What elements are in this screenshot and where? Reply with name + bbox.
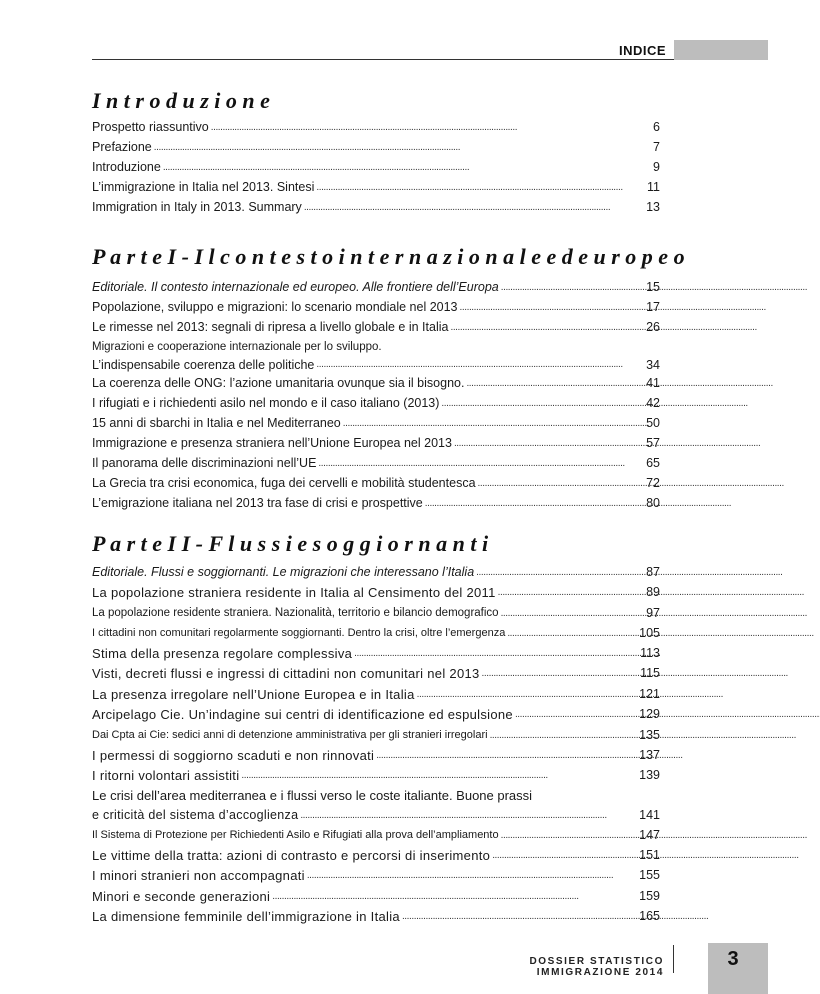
page-number: 3 bbox=[727, 948, 739, 970]
toc-entry[interactable] bbox=[92, 745, 662, 766]
entry-title: Il Sistema di Protezione per Richiedenti Asilo e Rifugiati alla prova dell’ampliamento bbox=[92, 828, 499, 841]
entry-title: I rifugiati e i richiedenti asilo nel mondo e il caso italiano (2013) bbox=[92, 396, 440, 410]
entry-title: Immigration in Italy in 2013. Summary bbox=[92, 200, 302, 214]
entry-page: 72 bbox=[646, 476, 660, 490]
toc-entry[interactable] bbox=[92, 825, 662, 845]
entry-title: 15 anni di sbarchi in Italia e nel Mediterraneo bbox=[92, 416, 341, 430]
entry-page: 151 bbox=[639, 847, 660, 862]
toc-entry[interactable] bbox=[92, 643, 662, 664]
leader-dots bbox=[316, 355, 662, 373]
entry-title: La dimensione femminile dell’immigrazione in Italia bbox=[92, 909, 400, 924]
toc-entry[interactable] bbox=[92, 493, 662, 513]
entry-title: Dai Cpta ai Cie: sedici anni di detenzione amministrativa per gli stranieri irregolari bbox=[92, 728, 488, 741]
leader-dots bbox=[454, 433, 759, 453]
entry-page: 6 bbox=[653, 120, 660, 134]
entry-page: 57 bbox=[646, 436, 660, 450]
entry-title: I permessi di soggiorno scaduti e non rinnovati bbox=[92, 747, 375, 763]
header-gray-block bbox=[674, 40, 768, 60]
entry-title: Stima della presenza regolare complessiva bbox=[92, 645, 353, 661]
entry-page: 80 bbox=[646, 496, 660, 510]
leader-dots bbox=[304, 197, 662, 217]
entry-title: Visti, decreti flussi e ingressi di cittadini non comunitari nel 2013 bbox=[92, 666, 480, 681]
entry-page: 141 bbox=[639, 807, 660, 822]
entry-page: 155 bbox=[639, 868, 660, 882]
entry-title-line1: Le crisi dell’area mediterranea e i flussi verso le coste italiante. Buone prassi bbox=[92, 787, 533, 803]
entry-title: Arcipelago Cie. Un’indagine sui centri di identificazione ed espulsione bbox=[92, 707, 513, 722]
toc-entry[interactable] bbox=[92, 393, 662, 413]
toc-parte-1 bbox=[92, 277, 662, 513]
toc-entry[interactable] bbox=[92, 704, 662, 725]
toc-parte-2 bbox=[92, 562, 662, 927]
entry-title: Introduzione bbox=[92, 160, 161, 174]
toc-entry[interactable] bbox=[92, 663, 662, 684]
toc-entry[interactable] bbox=[92, 562, 662, 582]
entry-title: Le rimesse nel 2013: segnali di ripresa a livello globale e in Italia bbox=[92, 320, 449, 334]
entry-title: L’emigrazione italiana nel 2013 tra fase di crisi e prospettive bbox=[92, 496, 423, 510]
toc-entry[interactable] bbox=[92, 157, 662, 177]
toc-entry[interactable] bbox=[92, 623, 662, 643]
section-title-parte-2: P a r t e I I - F l u s s i e s o g g i o r n a n t i bbox=[92, 531, 489, 556]
leader-dots bbox=[425, 493, 730, 513]
entry-page: 9 bbox=[653, 160, 660, 174]
toc-entry[interactable] bbox=[92, 786, 662, 825]
toc-entry[interactable] bbox=[92, 197, 662, 217]
leader-dots bbox=[316, 177, 662, 197]
entry-page: 34 bbox=[646, 358, 660, 372]
toc-entry[interactable] bbox=[92, 137, 662, 157]
entry-page: 113 bbox=[640, 645, 660, 660]
entry-title: L’indispensabile coerenza delle politiche bbox=[92, 358, 315, 372]
entry-page: 50 bbox=[646, 416, 660, 430]
entry-page: 147 bbox=[639, 827, 660, 842]
toc-entry[interactable] bbox=[92, 725, 662, 745]
entry-title: Editoriale. Il contesto internazionale ed europeo. Alle frontiere dell’Europa bbox=[92, 280, 499, 294]
entry-page: 121 bbox=[639, 686, 660, 701]
entry-title: I cittadini non comunitari regolarmente soggiornanti. Dentro la crisi, oltre l’emergenza bbox=[92, 626, 506, 639]
entry-title: e criticità del sistema d’accoglienza bbox=[92, 807, 299, 822]
entry-title: La popolazione straniera residente in Italia al Censimento del 2011 bbox=[92, 585, 496, 600]
toc-entry[interactable] bbox=[92, 177, 662, 197]
entry-title-line1: Migrazioni e cooperazione internazionale per lo sviluppo. bbox=[92, 341, 382, 353]
toc-entry[interactable] bbox=[92, 413, 662, 433]
footer-publication: DOSSIER STATISTICO IMMIGRAZIONE 2014 bbox=[529, 956, 664, 978]
leader-dots bbox=[466, 373, 771, 393]
entry-page: 26 bbox=[646, 320, 660, 334]
entry-page: 17 bbox=[646, 300, 660, 314]
toc-entry[interactable] bbox=[92, 277, 662, 297]
entry-title: L’immigrazione in Italia nel 2013. Sintesi bbox=[92, 180, 315, 194]
leader-dots bbox=[272, 886, 662, 907]
leader-dots bbox=[307, 865, 662, 886]
leader-dots bbox=[515, 704, 820, 725]
entry-title: Prospetto riassuntivo bbox=[92, 120, 209, 134]
leader-dots bbox=[417, 684, 722, 705]
leader-dots bbox=[402, 906, 707, 927]
entry-page: 42 bbox=[646, 396, 660, 410]
entry-title: La presenza irregolare nell’Unione Europea e in Italia bbox=[92, 686, 415, 702]
header-rule bbox=[92, 59, 674, 60]
entry-page: 41 bbox=[646, 376, 660, 390]
section-title-introduzione: I n t r o d u z i o n e bbox=[92, 88, 270, 113]
leader-dots bbox=[343, 413, 662, 433]
toc-entry[interactable] bbox=[92, 473, 662, 493]
toc-entry[interactable] bbox=[92, 845, 662, 866]
footer-rule bbox=[673, 945, 674, 973]
entry-title: I ritorni volontari assistiti bbox=[92, 768, 240, 783]
toc-entry[interactable] bbox=[92, 317, 662, 337]
toc-entry[interactable] bbox=[92, 373, 662, 393]
entry-title: Minori e seconde generazioni bbox=[92, 888, 271, 904]
leader-dots bbox=[163, 157, 662, 177]
entry-title: Popolazione, sviluppo e migrazioni: lo scenario mondiale nel 2013 bbox=[92, 300, 458, 314]
leader-dots bbox=[450, 317, 755, 337]
leader-dots bbox=[300, 805, 662, 825]
toc-entry[interactable] bbox=[92, 433, 662, 453]
entry-title: Editoriale. Flussi e soggiornanti. Le migrazioni che interessano l’Italia bbox=[92, 565, 475, 579]
toc-entry[interactable] bbox=[92, 886, 662, 907]
entry-page: 87 bbox=[646, 565, 660, 579]
leader-dots bbox=[211, 117, 662, 137]
entry-title: La coerenza delle ONG: l’azione umanitaria ovunque sia il bisogno. bbox=[92, 376, 465, 390]
leader-dots bbox=[318, 453, 662, 473]
leader-dots bbox=[154, 137, 662, 157]
leader-dots bbox=[441, 393, 746, 413]
toc-entry[interactable] bbox=[92, 603, 662, 623]
leader-dots bbox=[354, 643, 662, 664]
toc-entry[interactable] bbox=[92, 765, 662, 786]
entry-page: 11 bbox=[647, 180, 660, 194]
toc-introduzione bbox=[92, 117, 662, 217]
entry-page: 65 bbox=[646, 456, 660, 470]
toc-entry[interactable] bbox=[92, 906, 662, 927]
entry-page: 13 bbox=[646, 200, 660, 214]
section-title-parte-1: P a r t e I - I l c o n t e s t o i n t e r n a z i o n a l e e d e u r o p e o bbox=[92, 244, 685, 269]
toc-entry[interactable] bbox=[92, 582, 662, 603]
header-label: INDICE bbox=[619, 42, 667, 58]
entry-page: 129 bbox=[639, 707, 660, 721]
entry-page: 7 bbox=[653, 140, 660, 154]
entry-title: Il panorama delle discriminazioni nell’UE bbox=[92, 456, 317, 470]
entry-page: 89 bbox=[646, 585, 660, 599]
toc-entry[interactable] bbox=[92, 117, 662, 137]
entry-page: 105 bbox=[639, 625, 660, 640]
entry-title: Prefazione bbox=[92, 140, 152, 154]
toc-entry[interactable] bbox=[92, 339, 662, 373]
toc-entry[interactable] bbox=[92, 684, 662, 705]
leader-dots bbox=[241, 765, 662, 786]
entry-title: I minori stranieri non accompagnati bbox=[92, 868, 305, 883]
entry-page: 165 bbox=[639, 909, 660, 923]
entry-title: La Grecia tra crisi economica, fuga dei cervelli e mobilità studentesca bbox=[92, 476, 476, 490]
toc-entry[interactable] bbox=[92, 453, 662, 473]
entry-page: 97 bbox=[646, 605, 660, 620]
entry-page: 137 bbox=[639, 747, 660, 762]
entry-page: 159 bbox=[639, 888, 660, 903]
entry-page: 139 bbox=[639, 768, 660, 782]
entry-page: 115 bbox=[640, 666, 660, 680]
toc-entry[interactable] bbox=[92, 865, 662, 886]
leader-dots bbox=[460, 297, 765, 317]
entry-title: La popolazione residente straniera. Nazionalità, territorio e bilancio demografico bbox=[92, 606, 499, 619]
entry-page: 135 bbox=[639, 727, 660, 742]
entry-title: Immigrazione e presenza straniera nell’Unione Europea nel 2013 bbox=[92, 436, 452, 450]
entry-page: 15 bbox=[646, 280, 660, 294]
entry-title: Le vittime della tratta: azioni di contrasto e percorsi di inserimento bbox=[92, 847, 491, 863]
toc-entry[interactable] bbox=[92, 297, 662, 317]
